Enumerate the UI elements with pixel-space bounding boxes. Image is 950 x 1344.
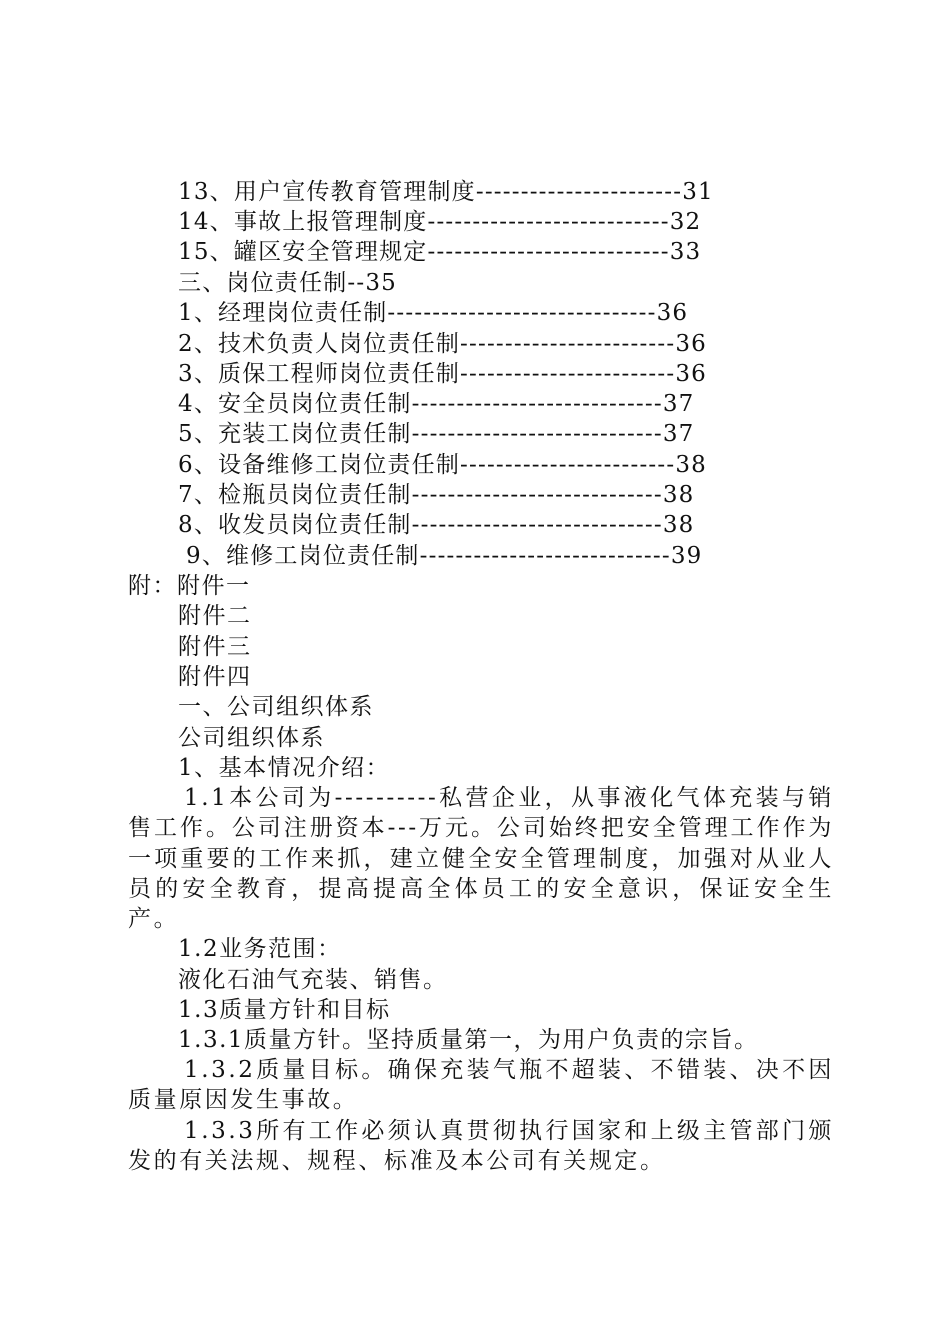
toc-item: 1、经理岗位责任制------------------------------36: [178, 300, 689, 326]
paragraph-1-3-3: 1.3.3所有工作必须认真贯彻执行国家和上级主管部门颁发的有关法规、规程、标准及本公司有关规定。: [128, 1118, 834, 1175]
toc-item: 8、收发员岗位责任制----------------------------38: [178, 512, 695, 538]
toc-item: 5、充装工岗位责任制----------------------------37: [178, 421, 695, 447]
toc-section-heading: 三、岗位责任制--35: [178, 270, 398, 296]
toc-item: 3、质保工程师岗位责任制------------------------36: [178, 361, 708, 387]
subsection-heading: 1、基本情况介绍：: [178, 755, 391, 781]
toc-item: 2、技术负责人岗位责任制------------------------36: [178, 331, 708, 357]
toc-item: 4、安全员岗位责任制----------------------------37: [178, 391, 695, 417]
paragraph: 1.3.1质量方针。坚持质量第一，为用户负责的宗旨。: [178, 1027, 759, 1053]
attachment-item: 附件三: [178, 634, 252, 660]
attachments-label: 附：附件一: [128, 573, 251, 599]
paragraph: 液化石油气充装、销售。: [178, 967, 448, 993]
subsection-heading: 1.3质量方针和目标: [178, 997, 391, 1023]
attachment-item: 附件四: [178, 664, 252, 690]
toc-item: 14、事故上报管理制度---------------------------32: [178, 209, 702, 235]
toc-item: 13、用户宣传教育管理制度-----------------------31: [178, 179, 714, 205]
subsection-heading: 1.2业务范围：: [178, 936, 342, 962]
toc-item: 6、设备维修工岗位责任制------------------------38: [178, 452, 708, 478]
toc-item: 7、检瓶员岗位责任制----------------------------38: [178, 482, 695, 508]
toc-item: 15、罐区安全管理规定---------------------------33: [178, 239, 702, 265]
attachment-item: 附件二: [178, 603, 252, 629]
toc-item: 9、维修工岗位责任制----------------------------39: [186, 543, 703, 569]
paragraph-1-1: 1.1本公司为----------私营企业，从事液化气体充装与销售工作。公司注册资本---万元。公司始终把安全管理工作作为一项重要的工作来抓，建立健全安全管理制度，加强对从业人员的安全教育，提高提高全体员工的安全意识，保证安全生产。: [128, 785, 834, 933]
paragraph-1-3-2: 1.3.2质量目标。确保充装气瓶不超装、不错装、决不因质量原因发生事故。: [128, 1057, 834, 1114]
section-title: 公司组织体系: [178, 725, 325, 751]
section-heading: 一、公司组织体系: [178, 694, 374, 720]
